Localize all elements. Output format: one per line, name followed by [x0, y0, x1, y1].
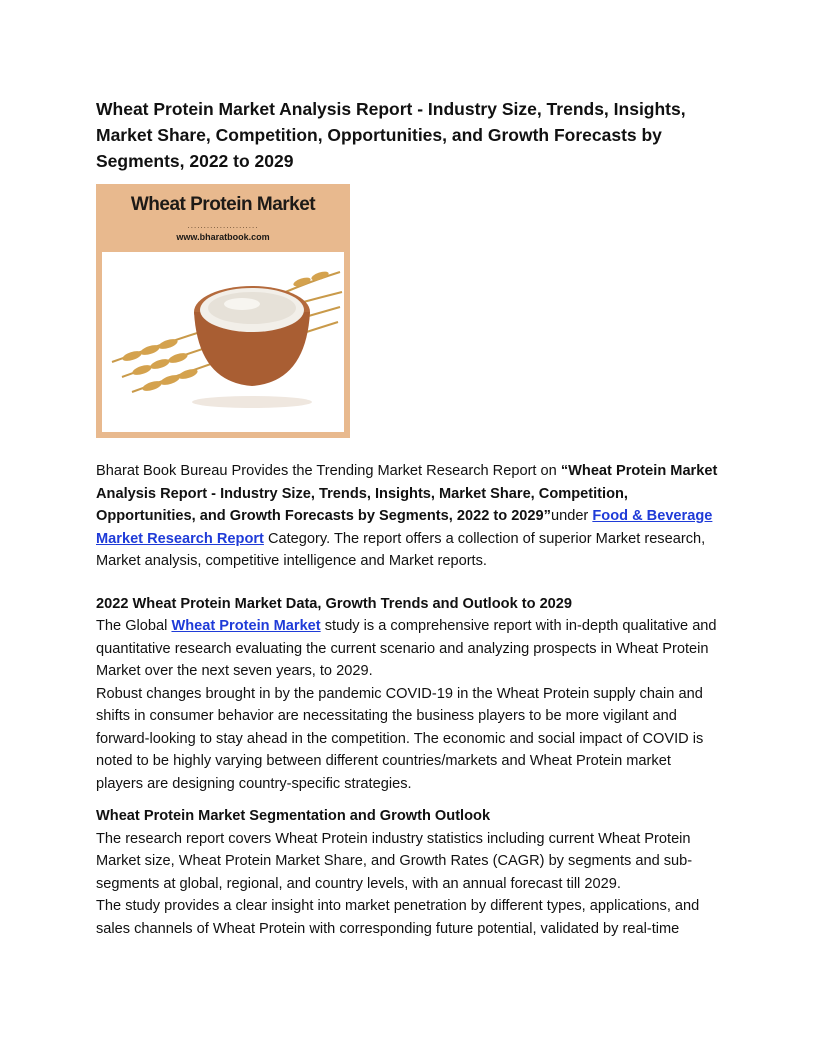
flour-bowl-wheat-image — [102, 252, 344, 432]
document-title: Wheat Protein Market Analysis Report - Industry Size, Trends, Insights, Market Share, Competition, Opportunities, and Growth Forecasts by Segments, 2022 to 2029 — [96, 99, 686, 171]
intro-tail: Category. The report offers a collection of superior Market research, Market analysis, competitive intelligence and Market reports. — [96, 530, 706, 569]
category-link[interactable]: Food & Beverage Market Research Report — [96, 508, 713, 547]
wheat-illustration — [102, 252, 344, 432]
wheat-protein-market-link[interactable]: Wheat Protein Market — [171, 618, 321, 634]
cover-title: Wheat Protein Market — [130, 194, 316, 215]
document-page — [96, 96, 720, 940]
section1-paragraph-1 — [96, 615, 720, 683]
section2-paragraph-1: The research report covers Wheat Protein industry statistics including current Wheat Protein Market size, Wheat Protein Market Share, and Growth Rates (CAGR) by segments and sub-segments at global, regional, and country levels, with an annual forecast till 2029. — [96, 830, 693, 892]
section-heading-segmentation: Wheat Protein Market Segmentation and Growth Outlook — [96, 808, 491, 824]
intro-under: under — [550, 508, 593, 524]
cover-url: www.bharatbook.com — [176, 232, 270, 242]
intro-paragraph — [96, 460, 720, 573]
cover-dots: ...................... — [187, 221, 259, 230]
intro-report-title: “Wheat Protein Market Analysis Report - Industry Size, Trends, Insights, Market Share, Competition, Opportunities, and Growth Forecasts by Segments, 2022 to 2029” — [96, 463, 718, 524]
section1-p1-tail: study is a comprehensive report with in-depth qualitative and quantitative research evaluating the current scenario and analyzing prospects in Wheat Protein Market over the next seven years, to 2029. — [96, 618, 717, 679]
section2-paragraph-2: The study provides a clear insight into market penetration by different types, applications, and sales channels of Wheat Protein with corresponding future potential, validated by real-time — [96, 898, 700, 937]
section1-p1-lead: The Global — [96, 618, 172, 634]
intro-lead: Bharat Book Bureau Provides the Trending Market Research Report on — [96, 463, 561, 479]
section-heading-market-data: 2022 Wheat Protein Market Data, Growth Trends and Outlook to 2029 — [96, 595, 573, 612]
section1-paragraph-2: Robust changes brought in by the pandemic COVID-19 in the Wheat Protein supply chain and shifts in consumer behavior are necessitating the business players to be more vigilant and forward-looking to stay ahead in the competition. The economic and social impact of COVID is noted to be highly varying between different countries/markets and Wheat Protein market players are designing country-specific strategies. — [96, 685, 704, 792]
cover-image — [96, 184, 350, 438]
